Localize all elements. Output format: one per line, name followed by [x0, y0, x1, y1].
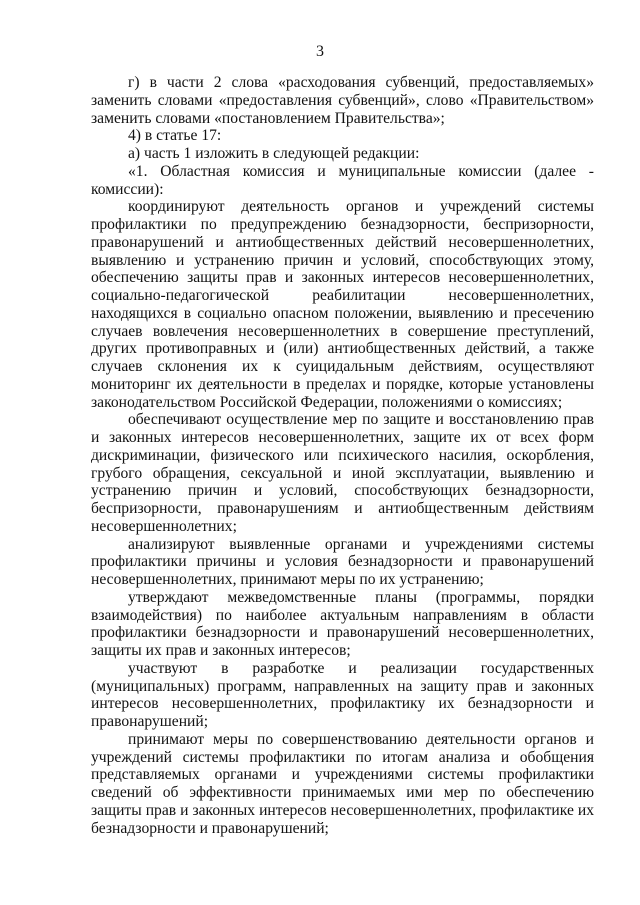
paragraph: анализируют выявленные органами и учреждениями системы профилактики причины и условия безнадзорности и правонарушений несовершеннолетних, принимают меры по их устранению;	[91, 535, 594, 588]
paragraph: обеспечивают осуществление мер по защите и восстановлению прав и законных интересов несовершеннолетних, защите их от всех форм дискриминации, физического или психического насилия, оскорбления, грубого обращения, сексуальной и иной эксплуатации, выявлению и устранению причин и условий, способствующих безнадзорности, беспризорности, правонарушениям и антиобщественным действиям несовершеннолетних;	[91, 411, 594, 535]
paragraph: 4) в статье 17:	[128, 127, 222, 145]
page-number: 3	[316, 43, 324, 60]
document-body	[91, 74, 594, 837]
paragraph: принимают меры по совершенствованию деятельности органов и учреждений системы профилактики по итогам анализа и обобщения представляемых органами и учреждениями системы профилактики сведений об эффективности принимаемых ими мер по обеспечению защиты прав и законных интересов несовершеннолетних, профилактике их безнадзорности и правонарушений;	[91, 730, 594, 837]
paragraph: «1. Областная комиссия и муниципальные комиссии (далее - комиссии):	[91, 162, 594, 198]
paragraph: а) часть 1 изложить в следующей редакции:	[128, 145, 420, 162]
paragraph: г) в части 2 слова «расходования субвенций, предоставляемых» заменить словами «предоставления субвенций», слово «Правительством» заменить словами «постановлением Правительства»;	[91, 74, 594, 127]
paragraph: утверждают межведомственные планы (программы, порядки взаимодействия) по наиболее актуальным направлениям в области профилактики безнадзорности и правонарушений несовершеннолетних, защиты их прав и законных интересов;	[91, 588, 594, 659]
paragraph: участвуют в разработке и реализации государственных (муниципальных) программ, направленных на защиту прав и законных интересов несовершеннолетних, профилактику их безнадзорности и правонарушений;	[91, 659, 594, 730]
paragraph: координируют деятельность органов и учреждений системы профилактики по предупреждению безнадзорности, беспризорности, правонарушений и антиобщественных действий несовершеннолетних, выявлению и устранению причин и условий, способствующих этому, обеспечению защиты прав и законных интересов несовершеннолетних, социально-педагогической реабилитации несовершеннолетних, находящихся в социально опасном положении, выявлению и пресечению случаев вовлечения несовершеннолетних в совершение преступлений, других противоправных и (или) антиобщественных действий, а также случаев склонения их к суицидальным действиям, осуществляют мониторинг их деятельности в пределах и порядке, которые установлены законодательством Российской Федерации, положениями о комиссиях;	[91, 198, 594, 411]
